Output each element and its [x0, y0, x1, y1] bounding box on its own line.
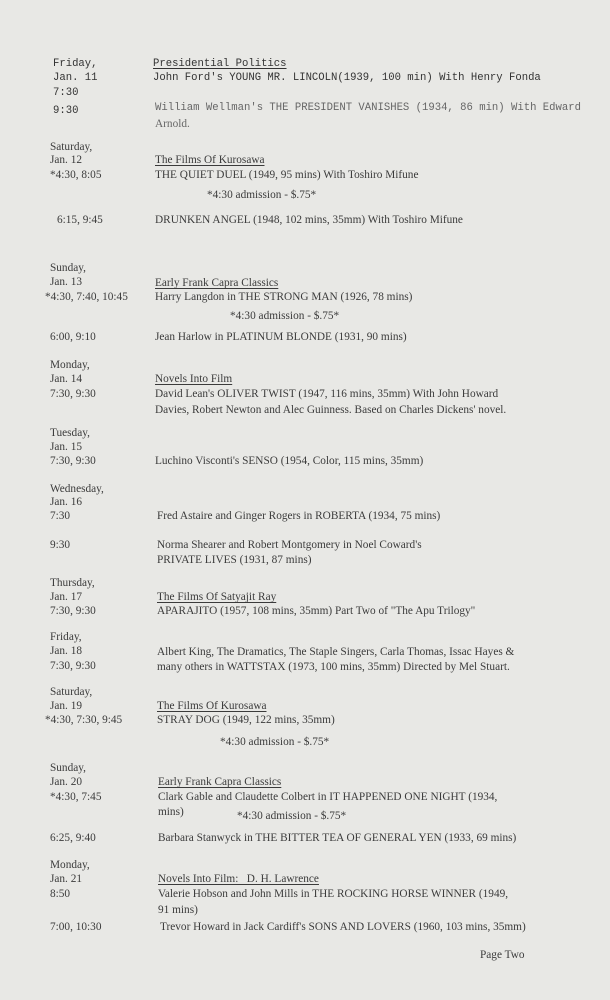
day-label: Saturday,	[50, 686, 93, 698]
date-label: Jan. 14	[50, 373, 83, 385]
date-label: Jan. 16	[50, 496, 83, 508]
film-description: Fred Astaire and Ginger Rogers in ROBERTA (1934, 75 mins)	[157, 510, 441, 522]
series-title: The Films Of Kurosawa	[157, 700, 267, 712]
date-label: Jan. 12	[50, 154, 83, 166]
film-description: Arnold.	[155, 118, 190, 130]
showtimes: 7:30, 9:30	[50, 605, 96, 617]
date-label: Jan. 18	[50, 645, 83, 657]
day-label: Thursday,	[50, 577, 95, 589]
date-label: Jan. 11	[53, 72, 98, 84]
film-description: Davies, Robert Newton and Alec Guinness. Based on Charles Dickens' novel.	[155, 404, 507, 416]
film-description: Harry Langdon in THE STRONG MAN (1926, 78 mins)	[155, 291, 413, 303]
showtimes: *4:30, 7:30, 9:45	[45, 714, 123, 726]
showtimes: 7:30, 9:30	[50, 455, 96, 467]
series-title: Early Frank Capra Classics	[155, 277, 279, 289]
film-description: PRIVATE LIVES (1931, 87 mins)	[157, 554, 312, 566]
film-description: Valerie Hobson and John Mills in THE ROCKING HORSE WINNER (1949,	[158, 888, 509, 900]
showtimes: 6:15, 9:45	[57, 214, 103, 226]
day-label: Friday,	[50, 631, 82, 643]
day-label: Saturday,	[50, 141, 93, 153]
date-label: Jan. 13	[50, 276, 83, 288]
showtimes: 6:25, 9:40	[50, 832, 96, 844]
showtimes: 7:00, 10:30	[50, 921, 102, 933]
film-description: STRAY DOG (1949, 122 mins, 35mm)	[157, 714, 335, 726]
day-label: Wednesday,	[50, 483, 104, 495]
showtimes: *4:30, 8:05	[50, 169, 102, 181]
day-label: Sunday,	[50, 262, 86, 274]
film-description: 91 mins)	[158, 904, 198, 916]
day-label: Sunday,	[50, 762, 86, 774]
series-title: Novels Into Film	[155, 373, 233, 385]
series-title: Early Frank Capra Classics	[158, 776, 282, 788]
showtimes: 7:30, 9:30	[50, 660, 96, 672]
film-description: DRUNKEN ANGEL (1948, 102 mins, 35mm) With Toshiro Mifune	[155, 214, 463, 226]
film-description: Trevor Howard in Jack Cardiff's SONS AND LOVERS (1960, 103 mins, 35mm)	[160, 921, 526, 933]
date-label: Jan. 21	[50, 873, 83, 885]
day-label: Friday,	[53, 58, 98, 70]
showtimes: 7:30	[50, 510, 71, 522]
admission-note: *4:30 admission - $.75*	[237, 810, 347, 822]
film-description: David Lean's OLIVER TWIST (1947, 116 mins, 35mm) With John Howard	[155, 388, 499, 400]
showtimes: *4:30, 7:45	[50, 791, 102, 803]
showtimes: 6:00, 9:10	[50, 331, 96, 343]
showtimes: *4:30, 7:40, 10:45	[45, 291, 128, 303]
film-description: John Ford's YOUNG MR. LINCOLN(1939, 100 min) With Henry Fonda	[153, 72, 541, 84]
admission-note: *4:30 admission - $.75*	[230, 310, 340, 322]
page-number: Page Two	[480, 949, 525, 961]
film-description: William Wellman's THE PRESIDENT VANISHES (1934, 86 min) With Edward	[155, 102, 581, 114]
date-label: Jan. 19	[50, 700, 83, 712]
film-description: Clark Gable and Claudette Colbert in IT HAPPENED ONE NIGHT (1934,	[158, 791, 498, 803]
showtimes: 9:30	[53, 105, 79, 117]
film-description: THE QUIET DUEL (1949, 95 mins) With Toshiro Mifune	[155, 169, 419, 181]
admission-note: *4:30 admission - $.75*	[220, 736, 330, 748]
showtimes: 7:30	[53, 87, 79, 99]
series-title: The Films Of Satyajit Ray	[157, 591, 277, 603]
admission-note: *4:30 admission - $.75*	[207, 189, 317, 201]
series-title: The Films Of Kurosawa	[155, 154, 265, 166]
film-description: mins)	[158, 806, 184, 818]
series-title: Presidential Politics	[153, 58, 287, 70]
film-description: Norma Shearer and Robert Montgomery in Noel Coward's	[157, 539, 422, 551]
day-label: Monday,	[50, 359, 90, 371]
date-label: Jan. 17	[50, 591, 83, 603]
showtimes: 8:50	[50, 888, 71, 900]
film-description: Luchino Visconti's SENSO (1954, Color, 115 mins, 35mm)	[155, 455, 424, 467]
date-label: Jan. 15	[50, 441, 83, 453]
date-label: Jan. 20	[50, 776, 83, 788]
day-label: Monday,	[50, 859, 90, 871]
film-description: Barbara Stanwyck in THE BITTER TEA OF GENERAL YEN (1933, 69 mins)	[158, 832, 517, 844]
film-description: APARAJITO (1957, 108 mins, 35mm) Part Two of "The Apu Trilogy"	[157, 605, 476, 617]
showtimes: 7:30, 9:30	[50, 388, 96, 400]
film-description: many others in WATTSTAX (1973, 100 mins, 35mm) Directed by Mel Stuart.	[157, 661, 510, 673]
film-description: Albert King, The Dramatics, The Staple Singers, Carla Thomas, Issac Hayes &	[157, 646, 515, 658]
showtimes: 9:30	[50, 539, 71, 551]
day-label: Tuesday,	[50, 427, 90, 439]
film-description: Jean Harlow in PLATINUM BLONDE (1931, 90 mins)	[155, 331, 407, 343]
series-title: Novels Into Film: D. H. Lawrence	[158, 873, 319, 885]
